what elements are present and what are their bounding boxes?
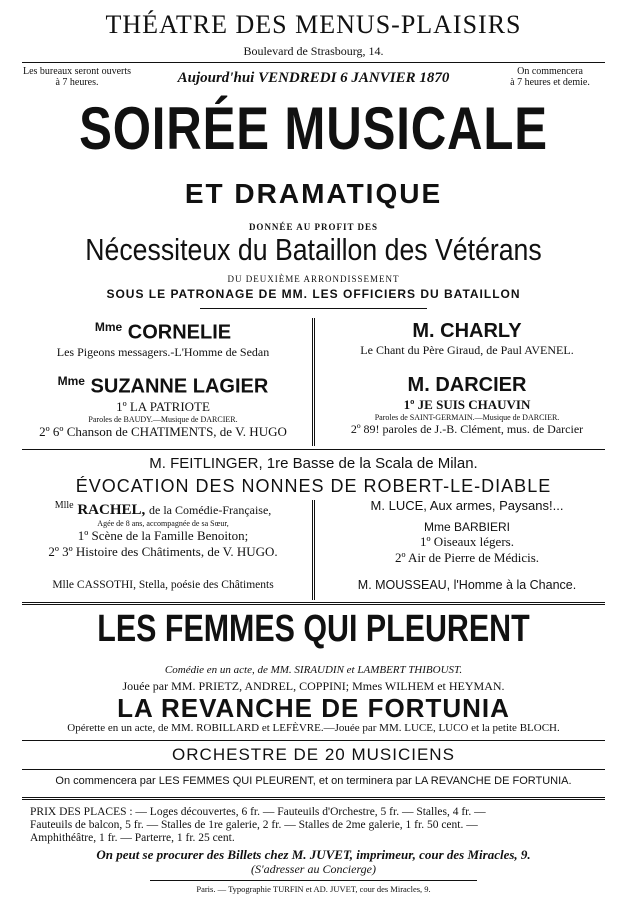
arrondissement: DU DEUXIÈME ARRONDISSEMENT bbox=[227, 274, 400, 284]
price-line-3: Amphithéâtre, 1 fr. — Parterre, 1 fr. 25 cent. bbox=[30, 832, 235, 844]
price-line-1: PRIX DES PLACES : — Loges découvertes, 6 fr. — Fauteuils d'Orchestre, 5 fr. — Stalles, 4 fr. — bbox=[30, 806, 486, 818]
start-time-line-2: à 7 heures et demie. bbox=[510, 77, 590, 88]
feitlinger: M. FEITLINGER, 1re Basse de la Scala de Milan. bbox=[149, 455, 478, 472]
performer-charly bbox=[322, 320, 612, 358]
name-text: SUZANNE LAGIER bbox=[90, 375, 269, 398]
play-credit-revanche: Opérette en un acte, de MM. ROBILLARD et LEFÈVRE.—Jouée par MM. LUCE, LUCO et la petite BLOCH. bbox=[67, 722, 560, 734]
concierge-note: (S'adresser au Concierge) bbox=[251, 862, 376, 876]
play-author-femmes: Comédie en un acte, de MM. SIRAUDIN et LAMBERT THIBOUST. bbox=[164, 664, 463, 676]
performance-date: Aujourd'hui VENDREDI 6 JANVIER 1870 bbox=[177, 70, 450, 86]
section-rule bbox=[22, 449, 605, 450]
start-time-line-1: On commencera bbox=[517, 66, 583, 77]
performer-luce bbox=[322, 498, 612, 513]
performer-mousseau: M. MOUSSEAU, l'Homme à la Chance. bbox=[357, 578, 577, 592]
orchestra: ORCHESTRE DE 20 MUSICIENS bbox=[172, 745, 455, 764]
performer-works: Les Pigeons messagers.-L'Homme de Sedan bbox=[56, 344, 270, 359]
start-time bbox=[495, 66, 605, 88]
performer-name: M. CHARLY bbox=[412, 320, 522, 342]
piece-2: 2º Air de Pierre de Médicis. bbox=[394, 550, 540, 565]
header-rule bbox=[22, 62, 605, 63]
performer-rachel bbox=[18, 500, 308, 560]
performer-name: M. DARCIER bbox=[407, 374, 527, 396]
song-credit: Paroles de SAINT-GERMAIN.—Musique de DARCIER. bbox=[374, 413, 560, 422]
section-rule bbox=[22, 602, 605, 605]
performer-cornelie bbox=[18, 320, 308, 360]
play-title-femmes: LES FEMMES QUI PLEURENT bbox=[97, 608, 530, 650]
theatre-name: THÉATRE DES MENUS-PLAISIRS bbox=[105, 10, 522, 39]
performer-cassothi: Mlle CASSOTHI, Stella, poésie des Châtiments bbox=[52, 579, 274, 591]
honorific: Mme bbox=[94, 320, 123, 334]
price-line-2: Fauteuils de balcon, 5 fr. — Stalles de 1re galerie, 2 fr. — Stalles de 2me galerie, 1 fr. 50 cent. — bbox=[30, 819, 478, 831]
box-office-line-1: Les bureaux seront ouverts bbox=[22, 66, 132, 77]
name-text: RACHEL, bbox=[77, 502, 146, 518]
short-rule bbox=[200, 308, 427, 309]
column-separator-bottom bbox=[312, 500, 315, 600]
performer-lagier bbox=[18, 374, 308, 440]
program-order: On commencera par LES FEMMES QUI PLEURENT, et on terminera par LA REVANCHE DE FORTUNIA. bbox=[55, 775, 572, 787]
box-office-hours bbox=[22, 66, 132, 88]
printer-credit: Paris. — Typographie TURFIN et AD. JUVET, cour des Miracles, 9. bbox=[196, 884, 431, 894]
subtitle: ET DRAMATIQUE bbox=[184, 178, 443, 209]
play-title-revanche: LA REVANCHE DE FORTUNIA bbox=[117, 693, 510, 723]
song-1: 1º LA PATRIOTE bbox=[116, 398, 210, 414]
piece-1: 1º Scène de la Famille Benoiton; bbox=[77, 528, 249, 543]
song-credit: Paroles de BAUDY.—Musique de DARCIER. bbox=[88, 414, 238, 424]
theatre-address: Boulevard de Strasbourg, 14. bbox=[243, 44, 384, 58]
performer-name bbox=[18, 500, 308, 519]
performer-name: Mme BARBIERI bbox=[423, 520, 510, 534]
ticket-sales: On peut se procurer des Billets chez M. JUVET, imprimeur, cour des Miracles, 9. bbox=[96, 847, 531, 862]
ticket-prices bbox=[30, 806, 605, 845]
honorific: Mme bbox=[57, 374, 85, 388]
honorific: Mlle bbox=[54, 500, 74, 511]
affiliation: de la Comédie-Française, bbox=[149, 503, 272, 517]
performer-barbieri bbox=[322, 520, 612, 566]
benefit-intro: DONNÉE AU PROFIT DES bbox=[248, 222, 379, 232]
box-office-line-2: à 7 heures. bbox=[55, 77, 99, 88]
section-rule bbox=[22, 797, 605, 800]
footer-rule bbox=[150, 880, 477, 881]
performer-works: Le Chant du Père Giraud, de Paul AVENEL. bbox=[360, 343, 574, 357]
performer-name bbox=[18, 374, 308, 399]
song-2: 2º 6º Chanson de CHATIMENTS, de V. HUGO bbox=[39, 423, 287, 439]
name-text: CORNELIE bbox=[127, 321, 232, 344]
play-cast-femmes: Jouée par MM. PRIETZ, ANDREL, COPPINI; Mmes WILHEM et HEYMAN. bbox=[122, 679, 505, 693]
section-rule bbox=[22, 769, 605, 770]
song-2: 2º 89! paroles de J.-B. Clément, mus. de Darcier bbox=[350, 422, 584, 436]
section-rule bbox=[22, 740, 605, 741]
piece-1: 1º Oiseaux légers. bbox=[420, 534, 514, 549]
column-separator-top bbox=[312, 318, 315, 446]
beneficiary: Nécessiteux du Bataillon des Vétérans bbox=[85, 232, 542, 267]
patronage: SOUS LE PATRONAGE DE MM. LES OFFICIERS DU BATAILLON bbox=[106, 287, 521, 301]
performer-age: Agée de 8 ans, accompagnée de sa Sœur, bbox=[97, 519, 229, 528]
performer-darcier bbox=[322, 374, 612, 437]
performer-line: M. LUCE, Aux armes, Paysans!... bbox=[370, 498, 564, 513]
piece-2: 2º 3º Histoire des Châtiments, de V. HUGO. bbox=[48, 544, 278, 559]
performer-name bbox=[18, 320, 308, 345]
evocation: ÉVOCATION DES NONNES DE ROBERT-LE-DIABLE bbox=[75, 476, 552, 496]
main-title: SOIRÉE MUSICALE bbox=[79, 95, 548, 162]
song-1: 1º JE SUIS CHAUVIN bbox=[403, 397, 531, 412]
